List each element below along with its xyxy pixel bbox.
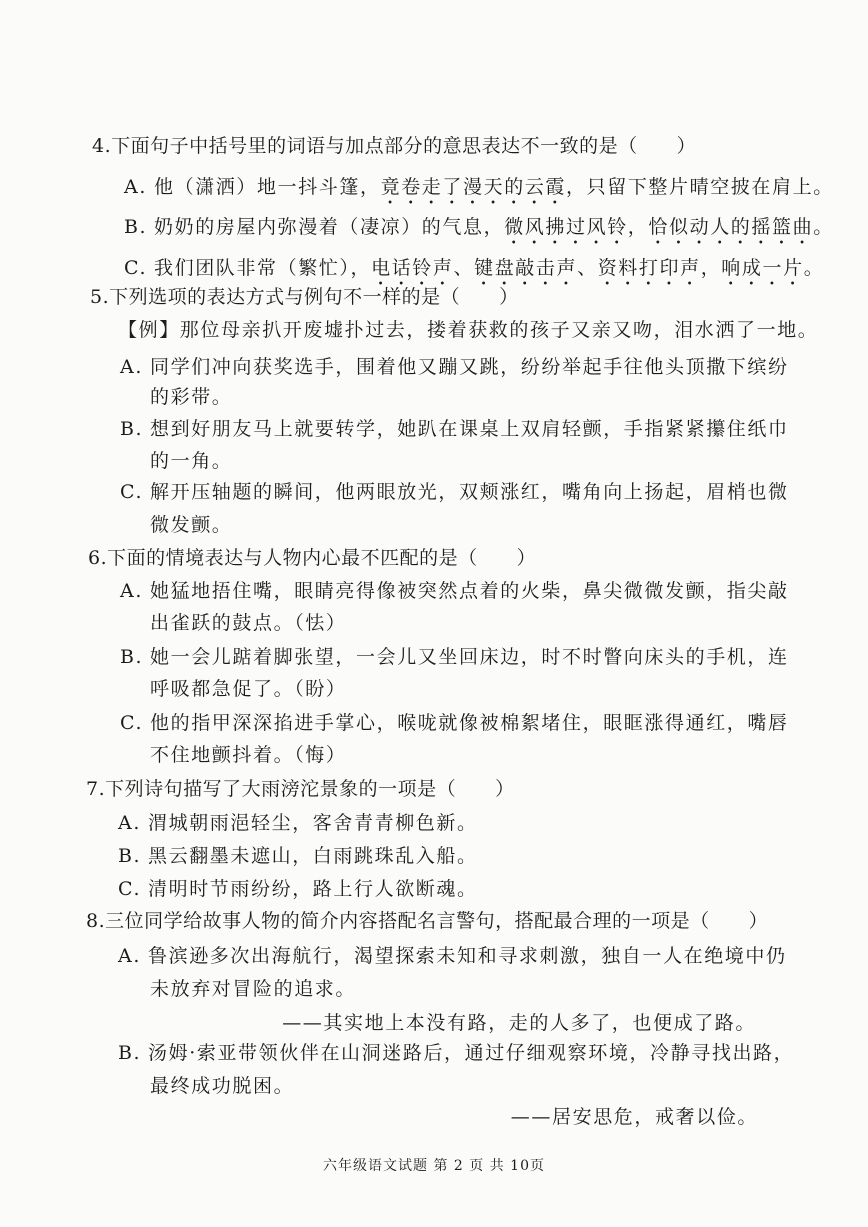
question-5-option-b[interactable]: [120, 414, 789, 441]
option-text-post: 。: [803, 257, 825, 279]
option-text: 清明时节雨纷纷，路上行人欲断魂。: [148, 878, 478, 900]
option-label: B.: [118, 845, 142, 867]
option-text-line1: 他的指甲深深掐进手掌心，喉咙就像被棉絮堵住，眼眶涨得通红，嘴唇: [150, 712, 789, 734]
option-label: B.: [118, 1042, 142, 1064]
option-label: A.: [120, 356, 143, 378]
question-7-option-b[interactable]: [118, 841, 478, 868]
question-8-title: 8.三位同学给故事人物的简介内容搭配名言警句，搭配最合理的一项是（ ）: [86, 910, 769, 932]
question-6-option-b[interactable]: [120, 642, 789, 669]
dotted-phrase: 电话铃声、键盘敲击声、资料打印声，响成一片: [371, 257, 804, 279]
option-text-line1: 汤姆·索亚带领伙伴在山洞迷路后，通过仔细观察环境，冷静寻找出路，: [148, 1042, 795, 1064]
option-label: A.: [120, 580, 143, 602]
question-4-option-b[interactable]: [124, 212, 834, 249]
question-8-option-b[interactable]: [118, 1038, 794, 1065]
option-text-line1: 她一会儿踮着脚张望，一会儿又坐回床边，时不时瞥向床头的手机，连: [150, 646, 789, 668]
option-text-post: 。: [813, 216, 834, 238]
option-text-line1: 她猛地捂住嘴，眼睛亮得像被突然点着的火柴，鼻尖微微发颤，指尖敲: [150, 580, 789, 602]
option-label: A.: [124, 176, 147, 198]
option-label: A.: [118, 812, 141, 834]
page-footer: 六年级语文试题 第 2 页 共 10页: [323, 1158, 545, 1174]
option-text-pre: 他（潇洒）地一抖斗篷，: [154, 176, 381, 198]
question-6-option-c[interactable]: [120, 708, 789, 735]
option-text-line1: 解开压轴题的瞬间，他两眼放光，双颊涨红，嘴角向上扬起，眉梢也微: [150, 481, 789, 503]
question-5-option-c[interactable]: [120, 477, 789, 504]
option-text-post: ，只留下整片晴空披在肩上。: [566, 176, 834, 198]
question-8-option-a[interactable]: [118, 941, 787, 968]
option-label: C.: [118, 878, 142, 900]
question-6-option-b-cont: 呼吸都急促了。（盼）: [150, 678, 347, 700]
option-label: B.: [120, 646, 144, 668]
question-8-option-b-quote: ——居安思危，戒奢以俭。: [510, 1106, 758, 1128]
option-label: C.: [124, 257, 148, 279]
question-5-example: 【例】那位母亲扒开废墟扑过去，搂着获救的孩子又亲又吻，泪水洒了一地。: [118, 319, 819, 341]
option-label: A.: [118, 945, 141, 967]
option-text-pre: 我们团队非常（繁忙），: [154, 257, 372, 279]
dotted-phrase: 竟卷走了漫天的云霞: [380, 176, 567, 198]
option-text: 渭城朝雨浥轻尘，客舍青青柳色新。: [148, 812, 478, 834]
option-label: C.: [120, 712, 144, 734]
option-text-line1: 鲁滨逊多次出海航行，渴望探索未知和寻求刺激，独自一人在绝境中仍: [148, 945, 787, 967]
question-5-option-a-cont: 的彩带。: [150, 386, 233, 408]
question-6-option-a-cont: 出雀跃的鼓点。（怯）: [150, 612, 347, 634]
option-label: B.: [120, 418, 144, 440]
question-4-title: 4.下面句子中括号里的词语与加点部分的意思表达不一致的是（ ）: [92, 135, 697, 157]
question-8-option-b-cont: 最终成功脱困。: [150, 1075, 295, 1097]
option-text-line1: 同学们冲向获奖选手，围着他又蹦又跳，纷纷举起手往他头顶撒下缤纷: [150, 356, 789, 378]
question-8-option-a-quote: ——其实地上本没有路，走的人多了，也便成了路。: [282, 1012, 756, 1034]
question-7-option-a[interactable]: [118, 808, 478, 835]
option-label: B.: [124, 216, 148, 238]
option-label: C.: [120, 481, 144, 503]
question-5-option-a[interactable]: [120, 352, 789, 379]
option-text-line1: 想到好朋友马上就要转学，她趴在课桌上双肩轻颤，手指紧紧攥住纸巾: [150, 418, 789, 440]
question-6-option-a[interactable]: [120, 576, 789, 603]
option-text-pre: 奶奶的房屋内弥漫着（凄凉）的气息，: [154, 216, 505, 238]
question-7-option-c[interactable]: [118, 874, 478, 901]
question-6-title: 6.下面的情境表达与人物内心最不匹配的是（ ）: [88, 547, 537, 569]
question-5-option-b-cont: 的一角。: [150, 450, 233, 472]
question-8-option-a-cont: 未放弃对冒险的追求。: [150, 978, 357, 1000]
question-6-option-c-cont: 不住地颤抖着。（悔）: [150, 744, 347, 766]
question-7-title: 7.下列诗句描写了大雨滂沱景象的一项是（ ）: [86, 778, 515, 800]
option-text: 黑云翻墨未遮山，白雨跳珠乱入船。: [148, 845, 478, 867]
question-4-option-a[interactable]: [124, 172, 834, 209]
dotted-phrase: 微风拂过风铃，恰似动人的摇篮曲: [504, 216, 814, 238]
question-5-title: 5.下列选项的表达方式与例句不一样的是（ ）: [90, 286, 519, 308]
question-5-option-c-cont: 微发颤。: [150, 514, 233, 536]
